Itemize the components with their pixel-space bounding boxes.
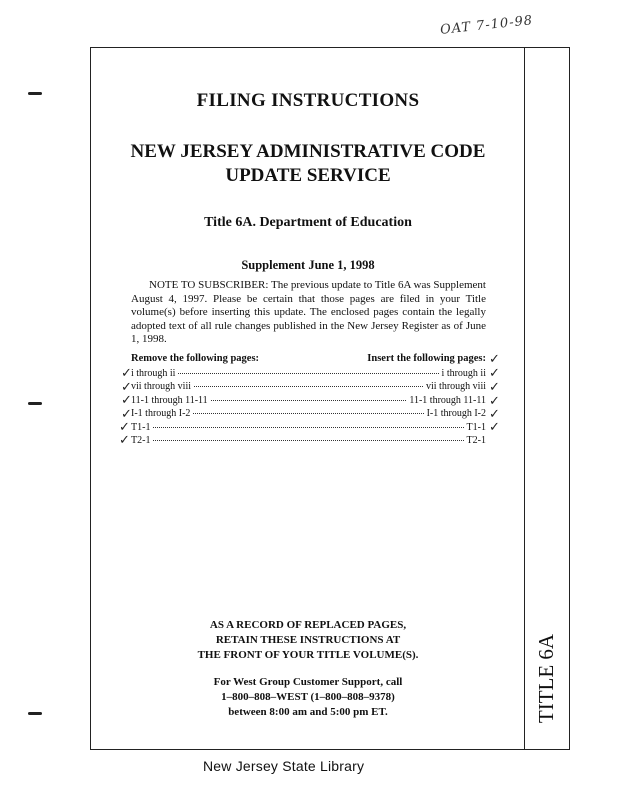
insert-header: Insert the following pages: <box>367 353 486 364</box>
page-title: FILING INSTRUCTIONS <box>196 90 420 111</box>
insert-pages: T1-1 <box>466 421 486 433</box>
remove-pages: vii through viii <box>131 381 191 393</box>
remove-pages: I-1 through I-2 <box>131 408 191 420</box>
pages-list <box>131 368 486 448</box>
list-item <box>131 408 486 421</box>
check-mark-icon: ✓ <box>119 420 130 435</box>
check-mark-icon: ✓ <box>121 393 132 408</box>
retain-line: THE FRONT OF YOUR TITLE VOLUME(S). <box>197 649 419 661</box>
code-title <box>91 140 525 188</box>
insert-pages: vii through viii <box>426 381 486 393</box>
department-title: Title 6A. Department of Education <box>204 215 412 230</box>
support-line: For West Group Customer Support, call <box>213 676 403 688</box>
check-mark-icon: ✓ <box>121 407 132 422</box>
customer-support <box>91 675 525 720</box>
code-title-line: UPDATE SERVICE <box>225 165 391 186</box>
check-mark-icon: ✓ <box>489 394 500 409</box>
dot-leader <box>211 400 407 401</box>
remove-pages: 11-1 through 11-11 <box>131 394 208 406</box>
side-tab-column <box>524 48 569 749</box>
subscriber-note: NOTE TO SUBSCRIBER: The previous update to Title 6A was Supplement August 4, 1997. Please be certain that those pages are filed in your Title volume(s) before inserting this update. The enclosed pages contain the legally adopted text of all rule changes published in the New Jersey Register as of June 1, 1998. <box>131 279 486 346</box>
library-stamp: New Jersey State Library <box>203 758 365 774</box>
remove-pages: T2-1 <box>131 434 151 446</box>
check-mark-icon: ✓ <box>121 380 132 395</box>
dot-leader <box>178 373 438 374</box>
side-tab <box>525 623 569 733</box>
supplement-date: Supplement June 1, 1998 <box>241 258 375 272</box>
support-phone: 1–800–808–WEST (1–800–808–9378) <box>221 691 395 703</box>
check-mark-icon: ✓ <box>489 407 500 422</box>
margin-mark <box>28 92 42 95</box>
margin-mark <box>28 712 42 715</box>
remove-header: Remove the following pages: <box>131 353 260 364</box>
pages-header <box>131 353 486 364</box>
insert-pages: i through ii <box>441 368 486 379</box>
dot-leader <box>194 386 423 387</box>
check-mark-icon: ✓ <box>489 380 500 395</box>
support-hours: between 8:00 am and 5:00 pm ET. <box>228 706 388 718</box>
list-item <box>131 395 486 408</box>
dot-leader <box>193 413 423 414</box>
check-mark-icon: ✓ <box>119 433 130 448</box>
insert-pages: 11-1 through 11-11 <box>409 394 486 406</box>
side-tab-label: TITLE 6A <box>534 633 559 723</box>
insert-pages: I-1 through I-2 <box>426 408 486 420</box>
handwritten-date-note: OAT 7-10-98 <box>439 13 534 38</box>
list-item <box>131 368 486 381</box>
retain-instructions <box>91 618 525 663</box>
dot-leader <box>153 440 463 441</box>
retain-line: RETAIN THESE INSTRUCTIONS AT <box>215 634 401 646</box>
list-item <box>131 422 486 435</box>
remove-pages: T1-1 <box>131 421 151 433</box>
page-frame <box>90 47 570 750</box>
check-mark-icon: ✓ <box>489 420 500 435</box>
dot-leader <box>153 427 463 428</box>
instructions-content <box>91 48 525 749</box>
insert-pages: T2-1 <box>466 434 486 446</box>
check-mark-icon: ✓ <box>489 352 500 367</box>
list-item <box>131 381 486 394</box>
retain-line: AS A RECORD OF REPLACED PAGES, <box>209 619 407 631</box>
list-item <box>131 435 486 448</box>
margin-mark <box>28 402 42 405</box>
check-mark-icon: ✓ <box>121 366 132 381</box>
remove-pages: i through ii <box>131 368 176 379</box>
check-mark-icon: ✓ <box>489 366 500 381</box>
code-title-line: NEW JERSEY ADMINISTRATIVE CODE <box>130 141 486 162</box>
